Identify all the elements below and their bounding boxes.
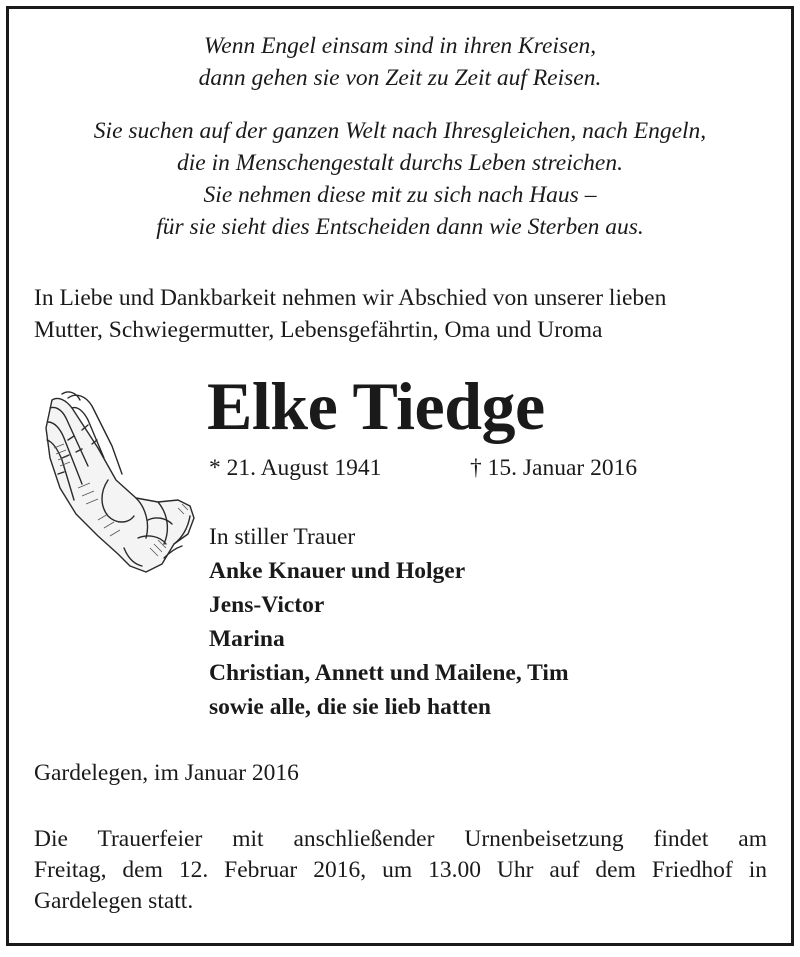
poem-line: Sie suchen auf der ganzen Welt nach Ihresgleichen, nach Engeln, [93, 118, 707, 144]
poem-line: dann gehen sie von Zeit zu Zeit auf Reisen. [198, 65, 602, 91]
deceased-name: Elke Tiedge [207, 368, 545, 444]
place-date: Gardelegen, im Januar 2016 [34, 760, 299, 786]
mourners-block [209, 520, 569, 724]
intro-text [34, 282, 774, 346]
mourner-name: Jens-Victor [209, 592, 325, 618]
funeral-line: Gardelegen statt. [34, 888, 194, 914]
mourner-name: Anke Knauer und Holger [209, 558, 466, 584]
poem-line: Wenn Engel einsam sind in ihren Kreisen, [203, 33, 597, 59]
mourners-heading: In stiller Trauer [209, 524, 356, 550]
death-date: † 15. Januar 2016 [470, 455, 638, 481]
mourner-name: Marina [209, 626, 285, 652]
mourner-name: Christian, Annett und Mailene, Tim [209, 660, 569, 686]
poem-line: für sie sieht dies Entscheiden dann wie Sterben aus. [156, 214, 644, 240]
poem-line: die in Menschengestalt durchs Leben streichen. [177, 150, 623, 176]
funeral-line: Freitag, dem 12. Februar 2016, um 13.00 Uhr auf dem Friedhof in [34, 857, 767, 883]
mourner-name: sowie alle, die sie lieb hatten [209, 694, 491, 720]
funeral-line: Die Trauerfeier mit anschließender Urnenbeisetzung findet am [34, 826, 767, 852]
intro-line: Mutter, Schwiegermutter, Lebensgefährtin, Oma und Uroma [34, 317, 603, 343]
birth-date: * 21. August 1941 [209, 455, 382, 481]
poem-stanza-2 [0, 115, 800, 243]
poem-line: Sie nehmen diese mit zu sich nach Haus – [203, 182, 597, 208]
intro-line: In Liebe und Dankbarkeit nehmen wir Abschied von unserer lieben [34, 285, 667, 311]
poem-stanza-1 [0, 30, 800, 94]
praying-hands-icon [38, 388, 200, 580]
funeral-notice [34, 824, 767, 917]
